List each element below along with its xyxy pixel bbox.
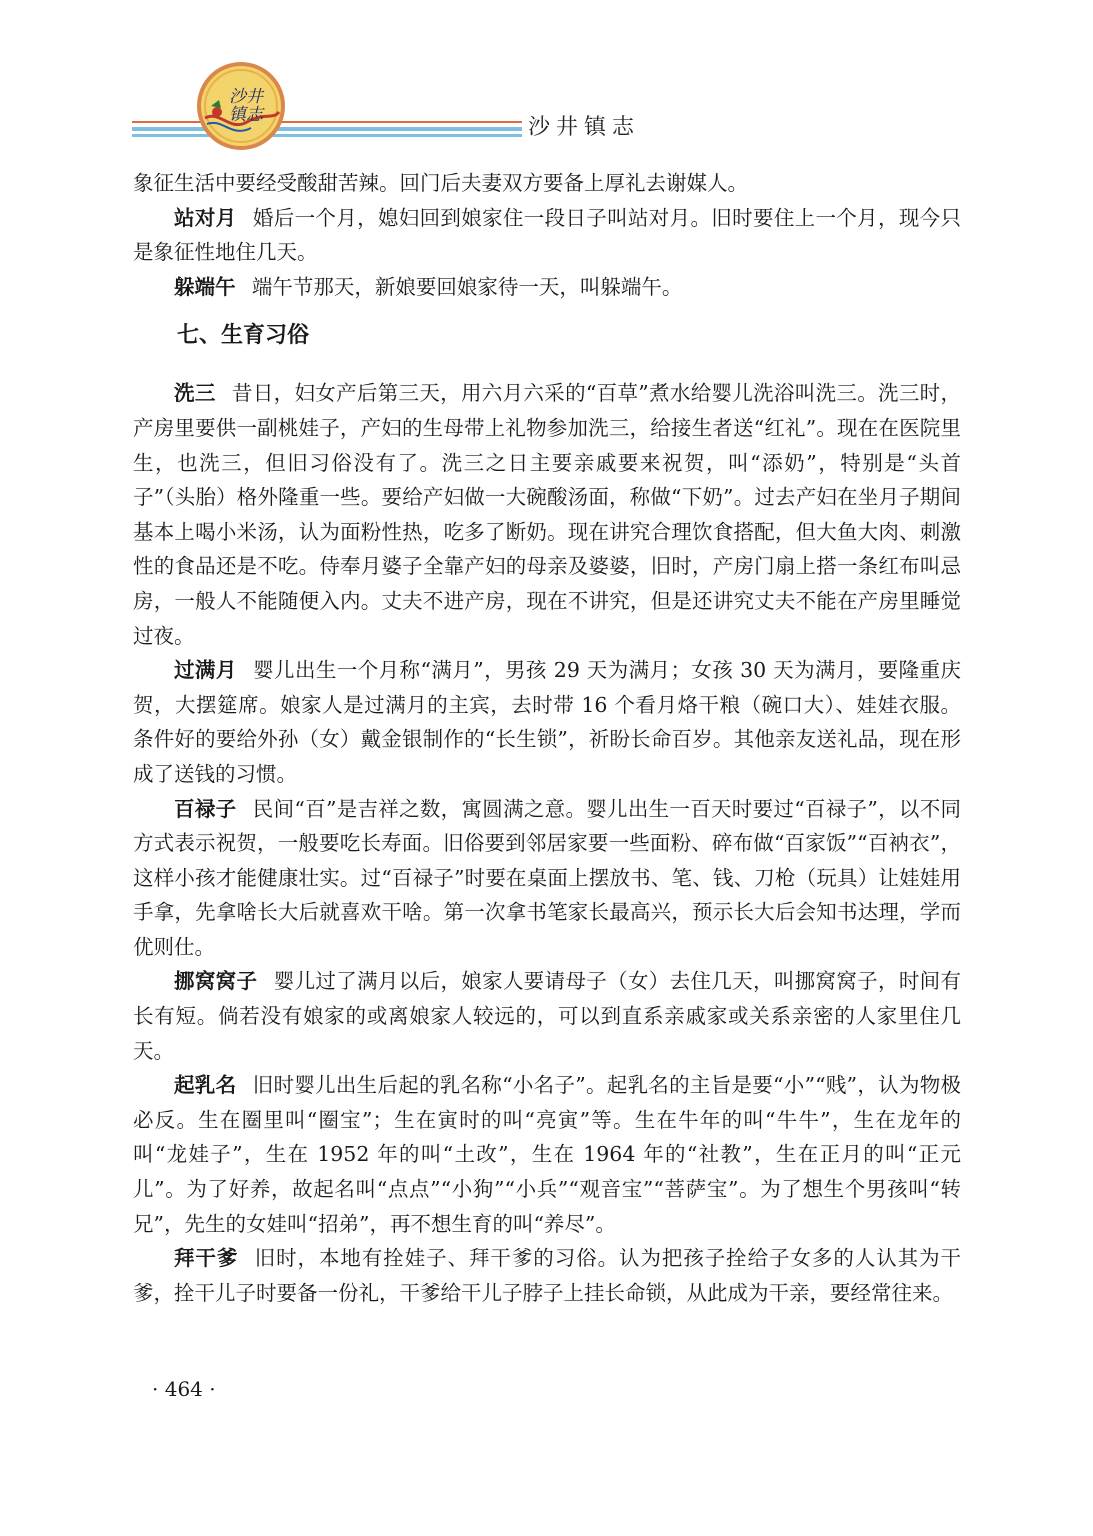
entry-term: 躲端午	[174, 274, 236, 299]
entry-term: 洗三	[174, 381, 216, 406]
book-emblem	[195, 60, 287, 152]
entry-term: 过满月	[174, 658, 237, 683]
entry-term: 挪窝窝子	[174, 969, 258, 994]
running-header-title: 沙井镇志	[528, 115, 641, 140]
entry-paragraph	[133, 1241, 961, 1310]
entry-text: 婴儿出生一个月称“满月”，男孩 29 天为满月；女孩 30 天为满月，要隆重庆贺，大摆筵席。娘家人是过满月的主宾，去时带 16 个看月烙干粮（碗口大）、娃娃衣服。条件好的要给外孙（女）戴金银制作的“长生锁”，祈盼长命百岁。其他亲友送礼品，现在形成了送钱的习惯。	[133, 658, 961, 786]
entry-paragraph	[133, 201, 961, 270]
entry-text: 昔日，妇女产后第三天，用六月六采的“百草”煮水给婴儿洗浴叫洗三。洗三时，产房里要供一副桃娃子，产妇的生母带上礼物参加洗三，给接生者送“红礼”。现在在医院里生，也洗三，但旧习俗没有了。洗三之日主要亲戚要来祝贺，叫“添奶”，特别是“头首子”（头胎）格外隆重一些。要给产妇做一大碗酸汤面，称做“下奶”。过去产妇在坐月子期间基本上喝小米汤，认为面粉性热，吃多了断奶。现在讲究合理饮食搭配，但大鱼大肉、刺激性的食品还是不吃。侍奉月婆子全靠产妇的母亲及婆婆，旧时，产房门扇上搭一条红布叫忌房，一般人不能随便入内。丈夫不进产房，现在不讲究，但是还讲究丈夫不能在产房里睡觉过夜。	[133, 381, 962, 648]
page-number: · 464 ·	[152, 1377, 216, 1401]
entry-paragraph	[133, 1068, 961, 1241]
entry-paragraph	[133, 376, 961, 653]
emblem-line-2: 镇志	[229, 105, 263, 125]
header-rule-red	[132, 121, 522, 123]
continuation-paragraph: 象征生活中要经受酸甜苦辣。回门后夫妻双方要备上厚礼去谢媒人。	[133, 171, 748, 195]
entry-text: 民间“百”是吉祥之数，寓圆满之意。婴儿出生一百天时要过“百禄子”，以不同方式表示祝贺，一般要吃长寿面。旧俗要到邻居家要一些面粉、碎布做“百家饭”“百衲衣”，这样小孩才能健康壮实。过“百禄子”时要在桌面上摆放书、笔、钱、刀枪（玩具）让娃娃用手拿，先拿啥长大后就喜欢干啥。第一次拿书笔家长最高兴，预示长大后会知书达理，学而优则仕。	[133, 796, 962, 959]
entry-paragraph	[133, 792, 961, 965]
entry-term: 起乳名	[174, 1073, 237, 1098]
entry-text: 旧时婴儿出生后起的乳名称“小名子”。起乳名的主旨是要“小”“贱”，认为物极必反。生在圈里叫“圈宝”；生在寅时的叫“亮寅”等。生在牛年的叫“牛牛”，生在龙年的叫“龙娃子”，生在 1952 年的叫“土改”，生在 1964 年的“社教”，生在正月的叫“正元儿”。为了好养，故起名叫“点点”“小狗”“小兵”“观音宝”“菩萨宝”。为了想生个男孩叫“转兄”，先生的女娃叫“招弟”，再不想生育的叫“养尽”。	[133, 1073, 962, 1236]
page-header	[0, 0, 1093, 160]
entry-term: 拜干爹	[174, 1246, 239, 1271]
entry-term: 站对月	[174, 205, 237, 230]
emblem-line-1: 沙井	[229, 87, 263, 107]
section-heading: 七、生育习俗	[177, 323, 310, 349]
header-rule-blue-thin	[132, 134, 522, 137]
header-rule-blue	[132, 127, 522, 131]
emblem-text	[195, 60, 287, 152]
entry-paragraph	[133, 964, 961, 1068]
entry-term: 百禄子	[174, 796, 237, 821]
entry-paragraph	[133, 653, 961, 791]
entry-text: 婴儿过了满月以后，娘家人要请母子（女）去住几天，叫挪窝窝子，时间有长有短。倘若没有娘家的或离娘家人较远的，可以到直系亲戚家或关系亲密的人家里住几天。	[133, 969, 962, 1063]
entry-text: 端午节那天，新娘要回娘家待一天，叫躲端午。	[251, 274, 683, 299]
entry-paragraph	[133, 270, 961, 305]
entry-text: 婚后一个月，媳妇回到娘家住一段日子叫站对月。旧时要住上一个月，现今只是象征性地住几天。	[133, 205, 962, 265]
entry-text: 旧时，本地有拴娃子、拜干爹的习俗。认为把孩子拴给子女多的人认其为干爹，拴干儿子时要备一份礼，干爹给干儿子脖子上挂长命锁，从此成为干亲，要经常往来。	[133, 1246, 961, 1305]
page-body	[133, 166, 961, 1310]
